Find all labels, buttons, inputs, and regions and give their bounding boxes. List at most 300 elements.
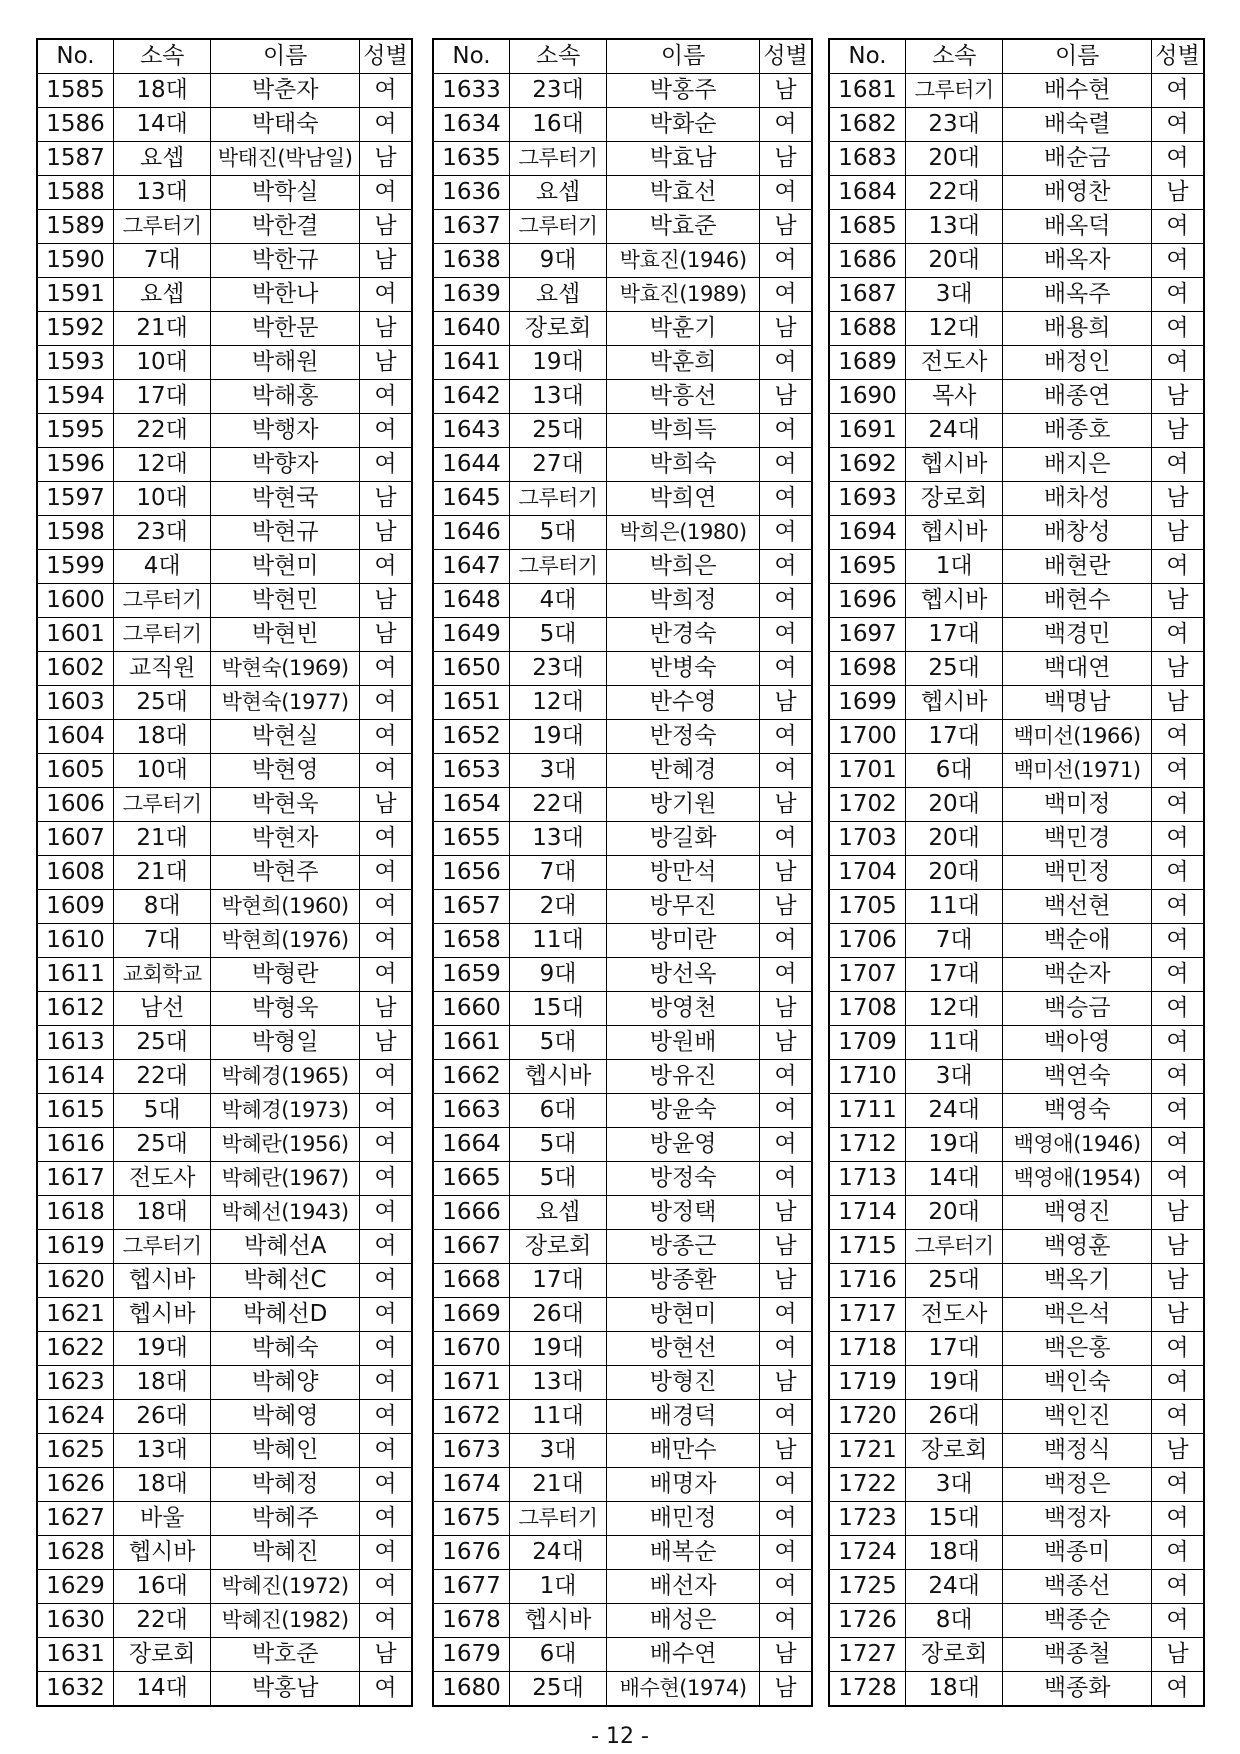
cell-no: 1667 [433,1230,509,1264]
table-row [433,346,812,380]
cell-no: 1728 [829,1672,906,1707]
cell-no: 1642 [433,380,509,414]
cell-no: 1702 [829,788,906,822]
cell-affiliation: 요셉 [509,1196,606,1230]
cell-gender: 여 [1152,890,1205,924]
cell-gender: 남 [1152,1230,1205,1264]
cell-no: 1610 [37,924,114,958]
cell-no: 1636 [433,176,509,210]
table-row [433,176,812,210]
cell-name: 박홍남 [211,1672,360,1707]
cell-affiliation: 3대 [509,1434,606,1468]
table-row [37,1502,412,1536]
cell-gender: 여 [1152,856,1205,890]
table-row [829,686,1204,720]
cell-no: 1620 [37,1264,114,1298]
cell-affiliation: 장로회 [114,1638,211,1672]
cell-name: 배현란 [1003,550,1152,584]
table-row [433,142,812,176]
cell-gender: 여 [1152,1502,1205,1536]
table-row [433,992,812,1026]
table-row [37,312,412,346]
cell-affiliation: 10대 [114,482,211,516]
cell-gender: 여 [360,1162,413,1196]
cell-no: 1708 [829,992,906,1026]
cell-name: 배명자 [607,1468,760,1502]
cell-no: 1721 [829,1434,906,1468]
cell-affiliation: 9대 [509,244,606,278]
cell-affiliation: 25대 [906,1264,1003,1298]
table-row [433,1638,812,1672]
cell-gender: 남 [1152,584,1205,618]
cell-name: 배종호 [1003,414,1152,448]
cell-affiliation: 23대 [114,516,211,550]
cell-no: 1616 [37,1128,114,1162]
cell-no: 1653 [433,754,509,788]
cell-affiliation: 11대 [906,890,1003,924]
cell-name: 배숙렬 [1003,108,1152,142]
table-row [37,1094,412,1128]
cell-name: 박효선 [607,176,760,210]
cell-name: 백순애 [1003,924,1152,958]
cell-name: 박형일 [211,1026,360,1060]
cell-no: 1716 [829,1264,906,1298]
cell-no: 1632 [37,1672,114,1707]
cell-affiliation: 14대 [114,108,211,142]
cell-affiliation: 그루터기 [114,618,211,652]
cell-gender: 여 [360,1434,413,1468]
table-row [433,754,812,788]
cell-name: 배복순 [607,1536,760,1570]
cell-gender: 여 [1152,210,1205,244]
cell-no: 1660 [433,992,509,1026]
cell-name: 백미정 [1003,788,1152,822]
cell-affiliation: 16대 [114,1570,211,1604]
cell-name: 백선현 [1003,890,1152,924]
cell-gender: 남 [360,312,413,346]
cell-affiliation: 장로회 [906,482,1003,516]
cell-affiliation: 12대 [114,448,211,482]
cell-name: 박현규 [211,516,360,550]
cell-affiliation: 21대 [114,822,211,856]
cell-no: 1715 [829,1230,906,1264]
cell-affiliation: 25대 [114,686,211,720]
cell-no: 1629 [37,1570,114,1604]
table-row [433,652,812,686]
cell-no: 1717 [829,1298,906,1332]
cell-gender: 여 [1152,822,1205,856]
table-row [829,142,1204,176]
cell-no: 1631 [37,1638,114,1672]
cell-no: 1633 [433,74,509,108]
cell-affiliation: 전도사 [906,346,1003,380]
cell-gender: 여 [360,1366,413,1400]
cell-affiliation: 20대 [906,856,1003,890]
cell-gender: 남 [760,312,812,346]
cell-affiliation: 20대 [906,1196,1003,1230]
cell-affiliation: 장로회 [509,1230,606,1264]
cell-name: 방현선 [607,1332,760,1366]
cell-name: 박현자 [211,822,360,856]
cell-gender: 여 [760,1502,812,1536]
cell-affiliation: 18대 [114,720,211,754]
table-row [37,924,412,958]
table-row [37,1060,412,1094]
cell-no: 1658 [433,924,509,958]
cell-name: 박행자 [211,414,360,448]
header-name: 이름 [607,39,760,74]
cell-name: 방원배 [607,1026,760,1060]
cell-no: 1669 [433,1298,509,1332]
cell-no: 1692 [829,448,906,482]
header-name: 이름 [211,39,360,74]
cell-gender: 여 [760,584,812,618]
cell-no: 1599 [37,550,114,584]
cell-name: 백종선 [1003,1570,1152,1604]
cell-name: 백종순 [1003,1604,1152,1638]
cell-name: 백민경 [1003,822,1152,856]
cell-name: 박해홍 [211,380,360,414]
cell-affiliation: 18대 [114,1366,211,1400]
cell-affiliation: 헵시바 [114,1298,211,1332]
table-row [829,1570,1204,1604]
cell-no: 1614 [37,1060,114,1094]
cell-affiliation: 4대 [509,584,606,618]
cell-name: 방현미 [607,1298,760,1332]
header-gender: 성별 [360,39,413,74]
table-row [829,1298,1204,1332]
cell-no: 1690 [829,380,906,414]
cell-affiliation: 25대 [509,414,606,448]
cell-no: 1688 [829,312,906,346]
cell-no: 1617 [37,1162,114,1196]
cell-gender: 남 [760,1672,812,1707]
cell-name: 배옥자 [1003,244,1152,278]
cell-name: 박현실 [211,720,360,754]
table-row [433,1094,812,1128]
table-row [433,1026,812,1060]
table-row [433,108,812,142]
table-row [433,380,812,414]
cell-name: 박태숙 [211,108,360,142]
cell-name: 박희은(1980) [607,516,760,550]
cell-affiliation: 26대 [509,1298,606,1332]
cell-no: 1683 [829,142,906,176]
cell-affiliation: 1대 [906,550,1003,584]
cell-no: 1607 [37,822,114,856]
table-row [37,448,412,482]
cell-gender: 남 [1152,1434,1205,1468]
cell-gender: 여 [1152,1604,1205,1638]
cell-gender: 남 [760,890,812,924]
cell-name: 배옥덕 [1003,210,1152,244]
table-row [37,584,412,618]
cell-gender: 여 [1152,1672,1205,1707]
cell-affiliation: 요셉 [114,278,211,312]
cell-name: 배수연 [607,1638,760,1672]
table-row [37,1230,412,1264]
cell-gender: 여 [360,1468,413,1502]
cell-affiliation: 19대 [906,1366,1003,1400]
table-row [829,1230,1204,1264]
cell-name: 방형진 [607,1366,760,1400]
cell-name: 박훈기 [607,312,760,346]
cell-no: 1655 [433,822,509,856]
cell-name: 방기원 [607,788,760,822]
cell-no: 1651 [433,686,509,720]
cell-affiliation: 14대 [114,1672,211,1707]
cell-affiliation: 그루터기 [114,788,211,822]
cell-affiliation: 17대 [906,958,1003,992]
cell-no: 1606 [37,788,114,822]
cell-affiliation: 21대 [509,1468,606,1502]
cell-affiliation: 17대 [906,720,1003,754]
cell-gender: 여 [360,890,413,924]
cell-affiliation: 남선 [114,992,211,1026]
cell-no: 1724 [829,1536,906,1570]
cell-affiliation: 12대 [509,686,606,720]
cell-gender: 여 [360,924,413,958]
table-row [37,1400,412,1434]
cell-no: 1697 [829,618,906,652]
roster-table-3 [828,38,1205,1707]
cell-no: 1612 [37,992,114,1026]
table-row [433,856,812,890]
cell-affiliation: 4대 [114,550,211,584]
cell-gender: 여 [1152,108,1205,142]
cell-name: 박한규 [211,244,360,278]
cell-gender: 남 [760,856,812,890]
cell-no: 1637 [433,210,509,244]
cell-name: 박희득 [607,414,760,448]
table-row [433,1672,812,1707]
cell-gender: 여 [1152,244,1205,278]
cell-gender: 여 [760,482,812,516]
cell-gender: 여 [760,1536,812,1570]
cell-no: 1713 [829,1162,906,1196]
table-row [433,312,812,346]
cell-gender: 여 [1152,448,1205,482]
cell-no: 1673 [433,1434,509,1468]
cell-gender: 남 [1152,1638,1205,1672]
cell-affiliation: 24대 [906,414,1003,448]
cell-affiliation: 5대 [509,516,606,550]
cell-no: 1627 [37,1502,114,1536]
table-row [37,516,412,550]
cell-name: 방길화 [607,822,760,856]
cell-affiliation: 그루터기 [114,210,211,244]
cell-gender: 여 [360,856,413,890]
cell-no: 1621 [37,1298,114,1332]
cell-name: 박현숙(1969) [211,652,360,686]
cell-affiliation: 15대 [906,1502,1003,1536]
cell-no: 1712 [829,1128,906,1162]
cell-affiliation: 17대 [906,618,1003,652]
cell-name: 방종환 [607,1264,760,1298]
table-header-row [433,39,812,74]
table-row [829,210,1204,244]
cell-name: 배정인 [1003,346,1152,380]
cell-no: 1625 [37,1434,114,1468]
cell-affiliation: 전도사 [114,1162,211,1196]
cell-affiliation: 19대 [509,720,606,754]
cell-gender: 여 [360,720,413,754]
cell-gender: 여 [760,1094,812,1128]
table-row [433,686,812,720]
cell-no: 1686 [829,244,906,278]
cell-name: 백순자 [1003,958,1152,992]
cell-name: 박혜선A [211,1230,360,1264]
header-no: No. [433,39,509,74]
cell-name: 배만수 [607,1434,760,1468]
table-row [433,244,812,278]
cell-name: 백미선(1971) [1003,754,1152,788]
cell-no: 1648 [433,584,509,618]
cell-no: 1718 [829,1332,906,1366]
cell-affiliation: 18대 [906,1536,1003,1570]
cell-name: 백인숙 [1003,1366,1152,1400]
cell-affiliation: 2대 [509,890,606,924]
table-row [433,1128,812,1162]
cell-no: 1647 [433,550,509,584]
cell-name: 박효진(1946) [607,244,760,278]
table-row [433,74,812,108]
cell-gender: 남 [360,1026,413,1060]
cell-affiliation: 3대 [906,278,1003,312]
cell-gender: 여 [760,1468,812,1502]
cell-name: 박희은 [607,550,760,584]
cell-name: 배수현(1974) [607,1672,760,1707]
cell-no: 1598 [37,516,114,550]
cell-no: 1693 [829,482,906,516]
cell-no: 1679 [433,1638,509,1672]
table-row [829,346,1204,380]
cell-name: 백미선(1966) [1003,720,1152,754]
cell-name: 박흥선 [607,380,760,414]
cell-affiliation: 20대 [906,142,1003,176]
table-header-row [37,39,412,74]
table-row [433,958,812,992]
cell-no: 1705 [829,890,906,924]
cell-gender: 여 [760,176,812,210]
cell-no: 1696 [829,584,906,618]
table-row [829,414,1204,448]
header-affiliation: 소속 [906,39,1003,74]
cell-name: 방종근 [607,1230,760,1264]
cell-gender: 남 [760,1026,812,1060]
cell-gender: 남 [1152,380,1205,414]
cell-affiliation: 헵시바 [906,448,1003,482]
cell-no: 1638 [433,244,509,278]
cell-affiliation: 17대 [509,1264,606,1298]
cell-name: 백민정 [1003,856,1152,890]
cell-name: 배순금 [1003,142,1152,176]
cell-affiliation: 21대 [114,312,211,346]
table-row [433,1298,812,1332]
table-row [37,142,412,176]
table-row [37,1536,412,1570]
cell-affiliation: 22대 [114,1604,211,1638]
table-row [433,1332,812,1366]
cell-gender: 여 [360,1502,413,1536]
table-row [829,448,1204,482]
cell-name: 박혜진(1982) [211,1604,360,1638]
cell-affiliation: 13대 [906,210,1003,244]
table-row [829,1536,1204,1570]
table-row [829,108,1204,142]
cell-gender: 남 [760,1366,812,1400]
cell-no: 1600 [37,584,114,618]
cell-gender: 여 [360,754,413,788]
cell-name: 백정자 [1003,1502,1152,1536]
table-row [433,1060,812,1094]
cell-no: 1726 [829,1604,906,1638]
cell-name: 방만석 [607,856,760,890]
cell-name: 방미란 [607,924,760,958]
cell-no: 1605 [37,754,114,788]
table-row [433,720,812,754]
cell-gender: 여 [360,1196,413,1230]
cell-affiliation: 24대 [906,1094,1003,1128]
cell-affiliation: 18대 [906,1672,1003,1707]
cell-affiliation: 20대 [906,822,1003,856]
cell-name: 방윤숙 [607,1094,760,1128]
cell-affiliation: 장로회 [509,312,606,346]
cell-gender: 여 [760,822,812,856]
cell-affiliation: 그루터기 [509,142,606,176]
cell-gender: 여 [1152,1060,1205,1094]
cell-no: 1707 [829,958,906,992]
cell-no: 1611 [37,958,114,992]
cell-name: 백영애(1946) [1003,1128,1152,1162]
cell-affiliation: 13대 [509,380,606,414]
cell-gender: 여 [760,108,812,142]
table-row [829,278,1204,312]
cell-gender: 남 [760,74,812,108]
cell-gender: 여 [760,278,812,312]
cell-name: 방정숙 [607,1162,760,1196]
cell-affiliation: 27대 [509,448,606,482]
cell-affiliation: 바울 [114,1502,211,1536]
cell-affiliation: 헵시바 [114,1536,211,1570]
header-affiliation: 소속 [114,39,211,74]
cell-no: 1711 [829,1094,906,1128]
cell-no: 1720 [829,1400,906,1434]
cell-affiliation: 25대 [509,1672,606,1707]
cell-name: 배경덕 [607,1400,760,1434]
cell-gender: 남 [1152,482,1205,516]
cell-name: 박효남 [607,142,760,176]
cell-no: 1641 [433,346,509,380]
cell-gender: 여 [1152,1162,1205,1196]
cell-name: 백승금 [1003,992,1152,1026]
cell-gender: 여 [360,176,413,210]
cell-name: 박혜경(1973) [211,1094,360,1128]
cell-affiliation: 요셉 [509,176,606,210]
table-row [37,1638,412,1672]
cell-no: 1597 [37,482,114,516]
cell-name: 박현빈 [211,618,360,652]
table-header-row [829,39,1204,74]
table-row [37,686,412,720]
cell-gender: 남 [760,210,812,244]
table-row [829,176,1204,210]
table-row [37,958,412,992]
roster-table-2 [432,38,813,1707]
cell-gender: 남 [1152,1264,1205,1298]
cell-name: 백영진 [1003,1196,1152,1230]
cell-gender: 여 [760,1332,812,1366]
